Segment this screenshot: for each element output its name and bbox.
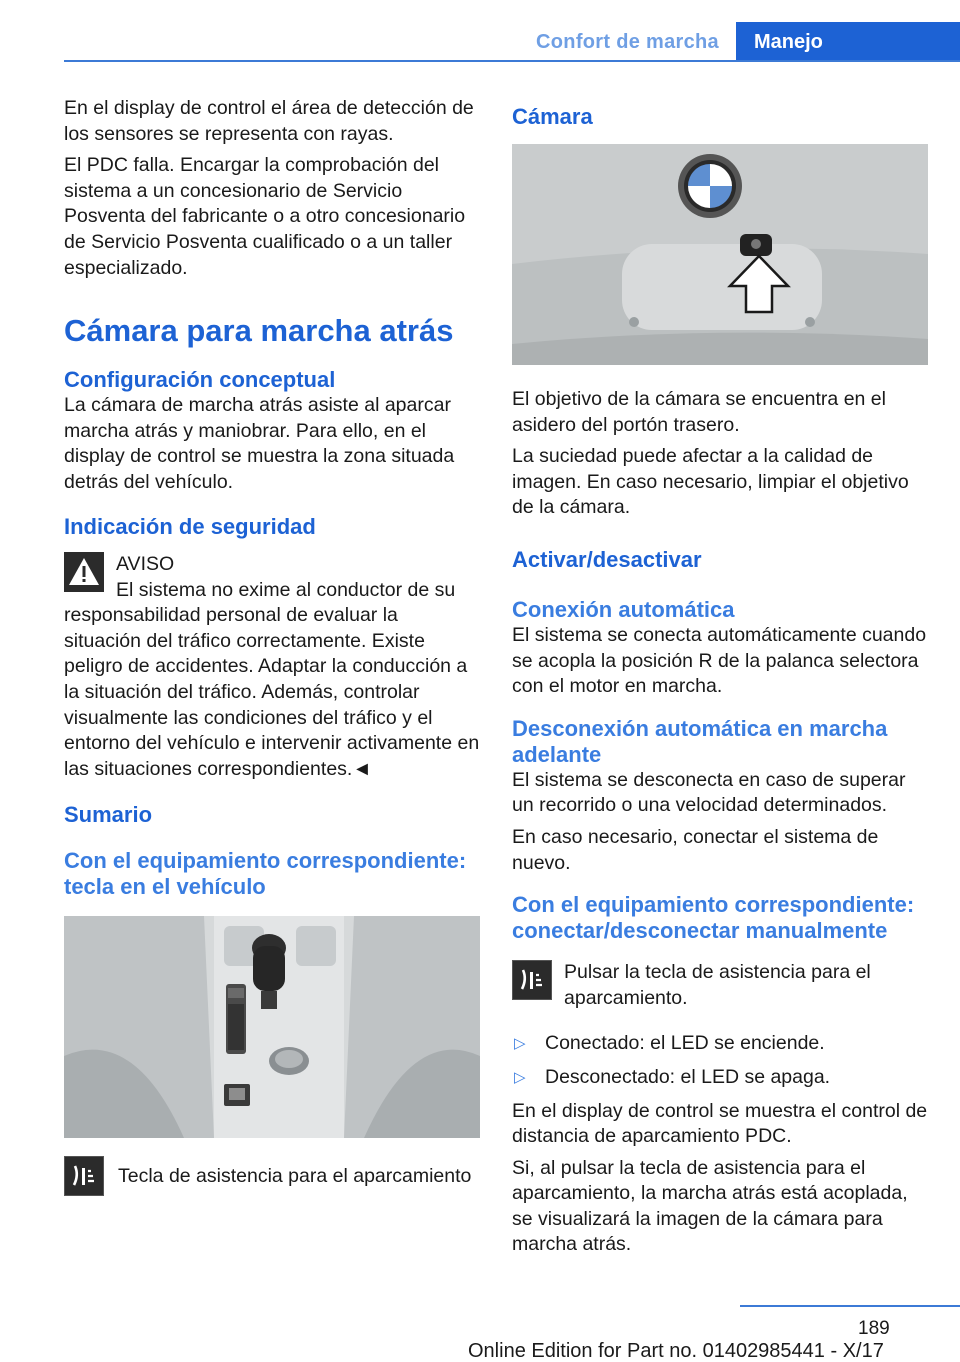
paragraph-dirt: La suciedad puede afectar a la calidad de imagen. En caso necesario, limpiar el objetivo de la cámara. [512, 445, 909, 519]
paragraph-concept: La cámara de marcha atrás asiste al aparcar marcha atrás y maniobrar. Para ello, en el display de control se muestra la zona situada detrás del vehículo. [64, 394, 455, 493]
triangle-bullet-icon: ▷ [514, 1035, 526, 1053]
warning-triangle-icon [64, 552, 104, 592]
end-mark: ◄ [352, 757, 372, 780]
warning-block [64, 552, 480, 783]
list-item [512, 1031, 928, 1057]
park-assist-icon [64, 1156, 104, 1196]
warning-text: El sistema no exime al conductor de su responsabilidad personal de evaluar la situación del tráfico correctamente. Existe peligro de accidentes. Adaptar la conducción a la situación del tráfico. Además, controlar visualmente las condiciones del tráfico y el entorno del vehículo e intervenir activamente en las situaciones correspondientes. [64, 578, 480, 780]
list-item-text: Conectado: el LED se enciende. [545, 1032, 825, 1055]
header-rule [64, 60, 960, 62]
header-section-label: Confort de marcha [536, 30, 719, 53]
footer-rule [740, 1305, 960, 1307]
paragraph-auto-on: El sistema se conecta automáticamente cuando se acopla la posición R de la palanca selectora con el motor en marcha. [512, 623, 927, 698]
tailgate-camera-image [512, 144, 928, 365]
camera-photo [512, 144, 928, 365]
warning-label: AVISO [116, 552, 175, 575]
heading-summary: Sumario [64, 802, 153, 828]
page-number: 189 [858, 1318, 890, 1339]
heading-manual: Con el equipamiento correspondiente: conectar/desconectar manualmente [512, 892, 915, 944]
paragraph-detection: En el display de control el área de detección de los sensores se representa con rayas. [64, 97, 474, 145]
manual-instruction-row [512, 960, 928, 1017]
header-chapter-tab: Manejo [736, 22, 960, 62]
paragraph-lens-location: El objetivo de la cámara se encuentra en el asidero del portón trasero. [512, 388, 886, 436]
console-caption: Tecla de asistencia para el aparcamiento [118, 1165, 472, 1188]
heading-concept: Configuración conceptual [64, 367, 336, 393]
center-console-image [64, 916, 480, 1138]
right-column [512, 96, 928, 1264]
status-list [512, 1031, 928, 1090]
heading-equipment-button: Con el equipamiento correspondiente: tecla en el vehículo [64, 848, 467, 900]
paragraph-pdc-failure: El PDC falla. Encargar la comprobación del sistema a un concesionario de Servicio Posventa del fabricante o a otro concesionario de Servicio Posventa cualificado o a un taller especializado. [64, 154, 466, 279]
heading-safety: Indicación de seguridad [64, 513, 316, 539]
console-photo [64, 916, 480, 1138]
heading-reverse-camera: Cámara para marcha atrás [64, 313, 454, 349]
heading-activate: Activar/desactivar [512, 546, 702, 572]
triangle-bullet-icon: ▷ [514, 1068, 526, 1086]
heading-camera: Cámara [512, 104, 593, 129]
caption-row [64, 1156, 480, 1196]
left-column [64, 96, 480, 1196]
paragraph-manual: Pulsar la tecla de asistencia para el aparcamiento. [564, 961, 871, 1009]
paragraph-reconnect: En caso necesario, conectar el sistema de nuevo. [512, 825, 879, 874]
heading-auto-off: Desconexión automática en marcha adelante [512, 715, 888, 767]
park-assist-icon [512, 960, 552, 1000]
heading-auto-on: Conexión automática [512, 596, 735, 622]
paragraph-auto-off: El sistema se desconecta en caso de superar un recorrido o una velocidad determinados. [512, 768, 906, 817]
list-item [512, 1065, 928, 1091]
edition-note: Online Edition for Part no. 01402985441 - X/17 [468, 1340, 884, 1362]
list-item-text: Desconectado: el LED se apaga. [545, 1065, 831, 1088]
paragraph-pdc-display: En el display de control se muestra el control de distancia de aparcamiento PDC. [512, 1099, 928, 1148]
paragraph-reverse-view: Si, al pulsar la tecla de asistencia para el aparcamiento, la marcha atrás está acoplada, se visualizará la imagen de la cámara para marcha atrás. [512, 1156, 908, 1256]
